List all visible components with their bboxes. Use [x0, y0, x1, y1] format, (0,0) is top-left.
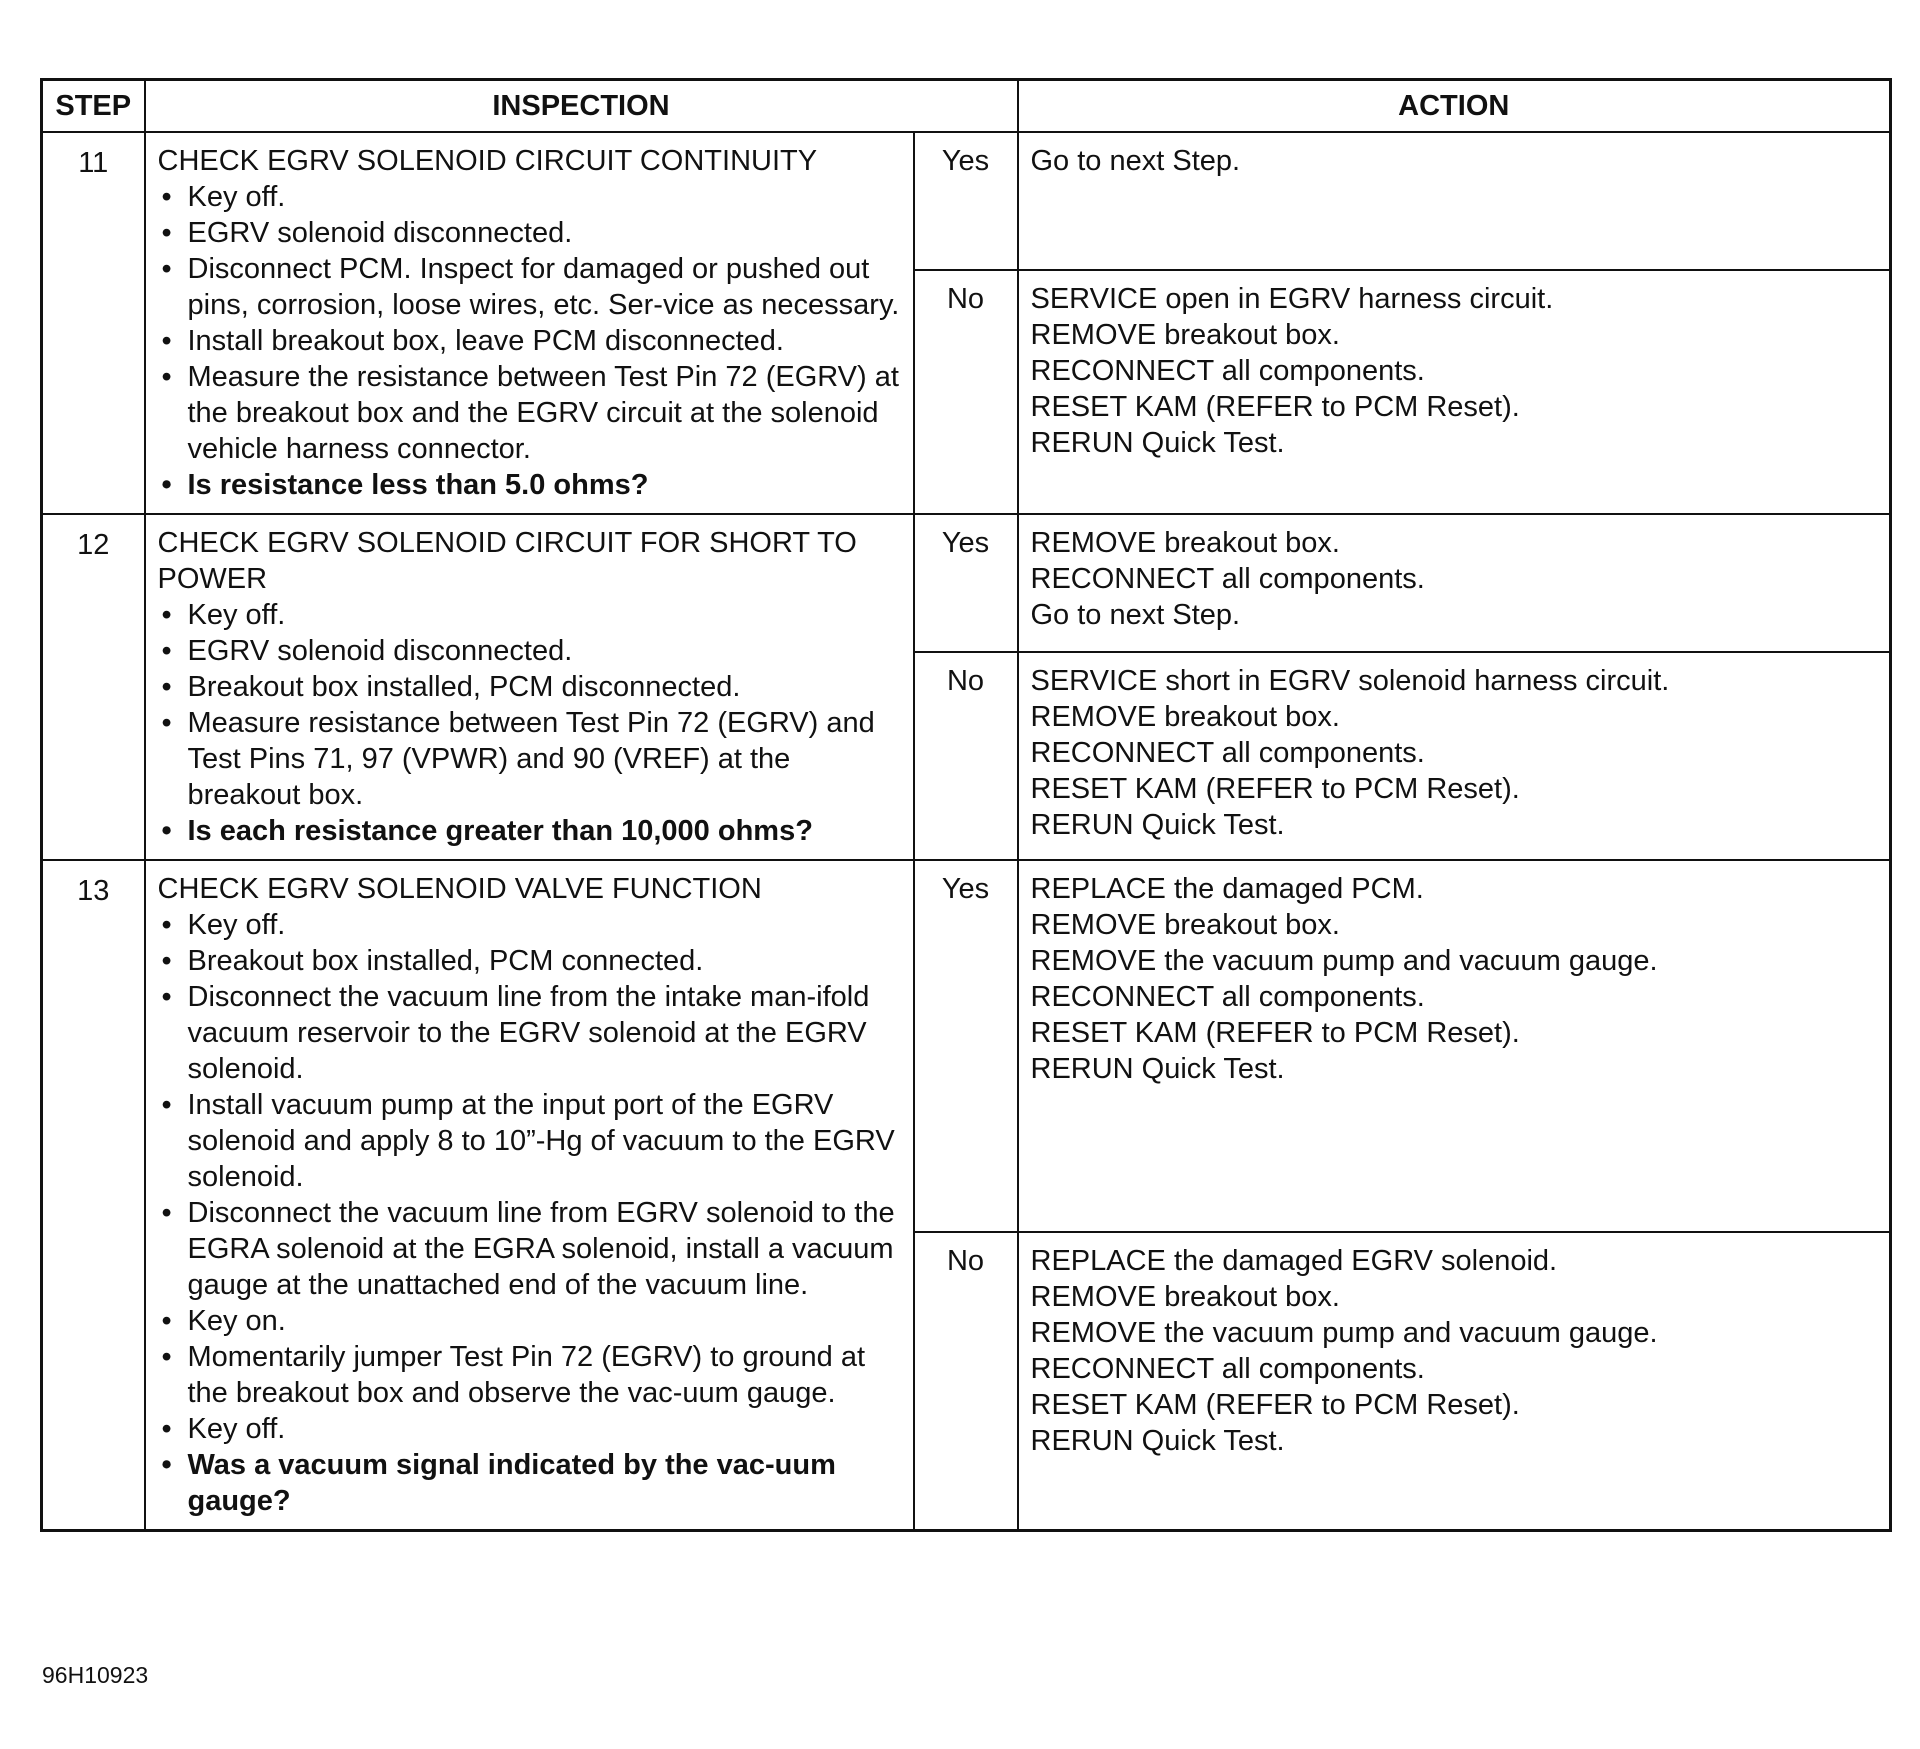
step-row-yes [42, 860, 1891, 1232]
inspection-item: • EGRV solenoid disconnected. [158, 633, 903, 669]
no-label: No [914, 1232, 1018, 1531]
action-line: SERVICE open in EGRV harness circuit. [1030, 283, 1554, 315]
action-line: RERUN Quick Test. [1030, 427, 1285, 459]
action-line: RESET KAM (REFER to PCM Reset). [1030, 1017, 1520, 1049]
step-row-yes [42, 132, 1891, 270]
header-inspection: INSPECTION [145, 80, 1018, 133]
inspection-item: • Key off. [158, 907, 903, 943]
action-line: Go to next Step. [1030, 145, 1241, 177]
action-line: REPLACE the damaged EGRV solenoid. [1030, 1245, 1558, 1277]
inspection-question: • Was a vacuum signal indicated by the vac-uum gauge? [158, 1447, 903, 1519]
inspection-item: • Key off. [158, 1411, 903, 1447]
action-line: RECONNECT all components. [1030, 981, 1425, 1013]
yes-action-cell [1018, 132, 1891, 270]
action-line: RECONNECT all components. [1030, 1353, 1425, 1385]
yes-label: Yes [914, 514, 1018, 652]
inspection-item: • Key off. [158, 597, 903, 633]
yes-label: Yes [914, 860, 1018, 1232]
step-number: 12 [42, 514, 145, 860]
action-line: REMOVE breakout box. [1030, 701, 1340, 733]
action-line: REMOVE breakout box. [1030, 319, 1340, 351]
header-step: STEP [42, 80, 145, 133]
action-line: Go to next Step. [1030, 599, 1241, 631]
action-line: RERUN Quick Test. [1030, 1053, 1285, 1085]
inspection-list [158, 597, 903, 849]
inspection-item: • Install vacuum pump at the input port of the EGRV solenoid and apply 8 to 10”-Hg of vacuum to the EGRV solenoid. [158, 1087, 903, 1195]
table-body [42, 132, 1891, 1531]
step-number: 13 [42, 860, 145, 1531]
yes-action-cell [1018, 860, 1891, 1232]
inspection-question: • Is each resistance greater than 10,000 ohms? [158, 813, 903, 849]
action-line: RERUN Quick Test. [1030, 809, 1285, 841]
action-line: REMOVE breakout box. [1030, 527, 1340, 559]
action-line: RESET KAM (REFER to PCM Reset). [1030, 1389, 1520, 1421]
inspection-title: CHECK EGRV SOLENOID CIRCUIT FOR SHORT TO POWER [157, 527, 857, 595]
action-line: RECONNECT all components. [1030, 355, 1425, 387]
yes-label: Yes [914, 132, 1018, 270]
no-label: No [914, 652, 1018, 860]
inspection-list [158, 179, 903, 503]
no-action-cell [1018, 1232, 1891, 1531]
no-label: No [914, 270, 1018, 514]
inspection-item: • Momentarily jumper Test Pin 72 (EGRV) to ground at the breakout box and observe the vac-uum gauge. [158, 1339, 903, 1411]
inspection-list [158, 907, 903, 1519]
inspection-item: • Install breakout box, leave PCM disconnected. [158, 323, 903, 359]
inspection-item: • Key on. [158, 1303, 903, 1339]
no-action-cell [1018, 270, 1891, 514]
no-action-cell [1018, 652, 1891, 860]
action-line: RESET KAM (REFER to PCM Reset). [1030, 391, 1520, 423]
inspection-item: • Breakout box installed, PCM disconnected. [158, 669, 903, 705]
header-action: ACTION [1018, 80, 1891, 133]
inspection-title: CHECK EGRV SOLENOID CIRCUIT CONTINUITY [157, 145, 818, 177]
inspection-item: • Measure the resistance between Test Pin 72 (EGRV) at the breakout box and the EGRV circuit at the solenoid vehicle harness connector. [158, 359, 903, 467]
step-number: 11 [42, 132, 145, 514]
action-line: REMOVE breakout box. [1030, 1281, 1340, 1313]
inspection-question: • Is resistance less than 5.0 ohms? [158, 467, 903, 503]
inspection-item: • Disconnect the vacuum line from the intake man-ifold vacuum reservoir to the EGRV solenoid at the EGRV solenoid. [158, 979, 903, 1087]
action-line: REMOVE breakout box. [1030, 909, 1340, 941]
reference-code: 96H10923 [42, 1662, 149, 1688]
yes-action-cell [1018, 514, 1891, 652]
inspection-item: • Disconnect PCM. Inspect for damaged or pushed out pins, corrosion, loose wires, etc. Ser-vice as necessary. [158, 251, 903, 323]
inspection-item: • Measure resistance between Test Pin 72 (EGRV) and Test Pins 71, 97 (VPWR) and 90 (VREF) at the breakout box. [158, 705, 903, 813]
inspection-item: • Breakout box installed, PCM connected. [158, 943, 903, 979]
inspection-cell [145, 860, 914, 1531]
action-line: REPLACE the damaged PCM. [1030, 873, 1424, 905]
action-line: REMOVE the vacuum pump and vacuum gauge. [1030, 945, 1658, 977]
action-line: REMOVE the vacuum pump and vacuum gauge. [1030, 1317, 1658, 1349]
header-row [42, 80, 1891, 133]
inspection-item: • Key off. [158, 179, 903, 215]
action-line: SERVICE short in EGRV solenoid harness circuit. [1030, 665, 1670, 697]
inspection-item: • Disconnect the vacuum line from EGRV solenoid to the EGRA solenoid at the EGRA solenoid, install a vacuum gauge at the unattached end of the vacuum line. [158, 1195, 903, 1303]
inspection-title: CHECK EGRV SOLENOID VALVE FUNCTION [157, 873, 762, 905]
step-row-yes [42, 514, 1891, 652]
action-line: RERUN Quick Test. [1030, 1425, 1285, 1457]
action-line: RECONNECT all components. [1030, 563, 1425, 595]
action-line: RECONNECT all components. [1030, 737, 1425, 769]
diagnostic-table [40, 78, 1892, 1532]
action-line: RESET KAM (REFER to PCM Reset). [1030, 773, 1520, 805]
inspection-cell [145, 132, 914, 514]
inspection-item: • EGRV solenoid disconnected. [158, 215, 903, 251]
inspection-cell [145, 514, 914, 860]
